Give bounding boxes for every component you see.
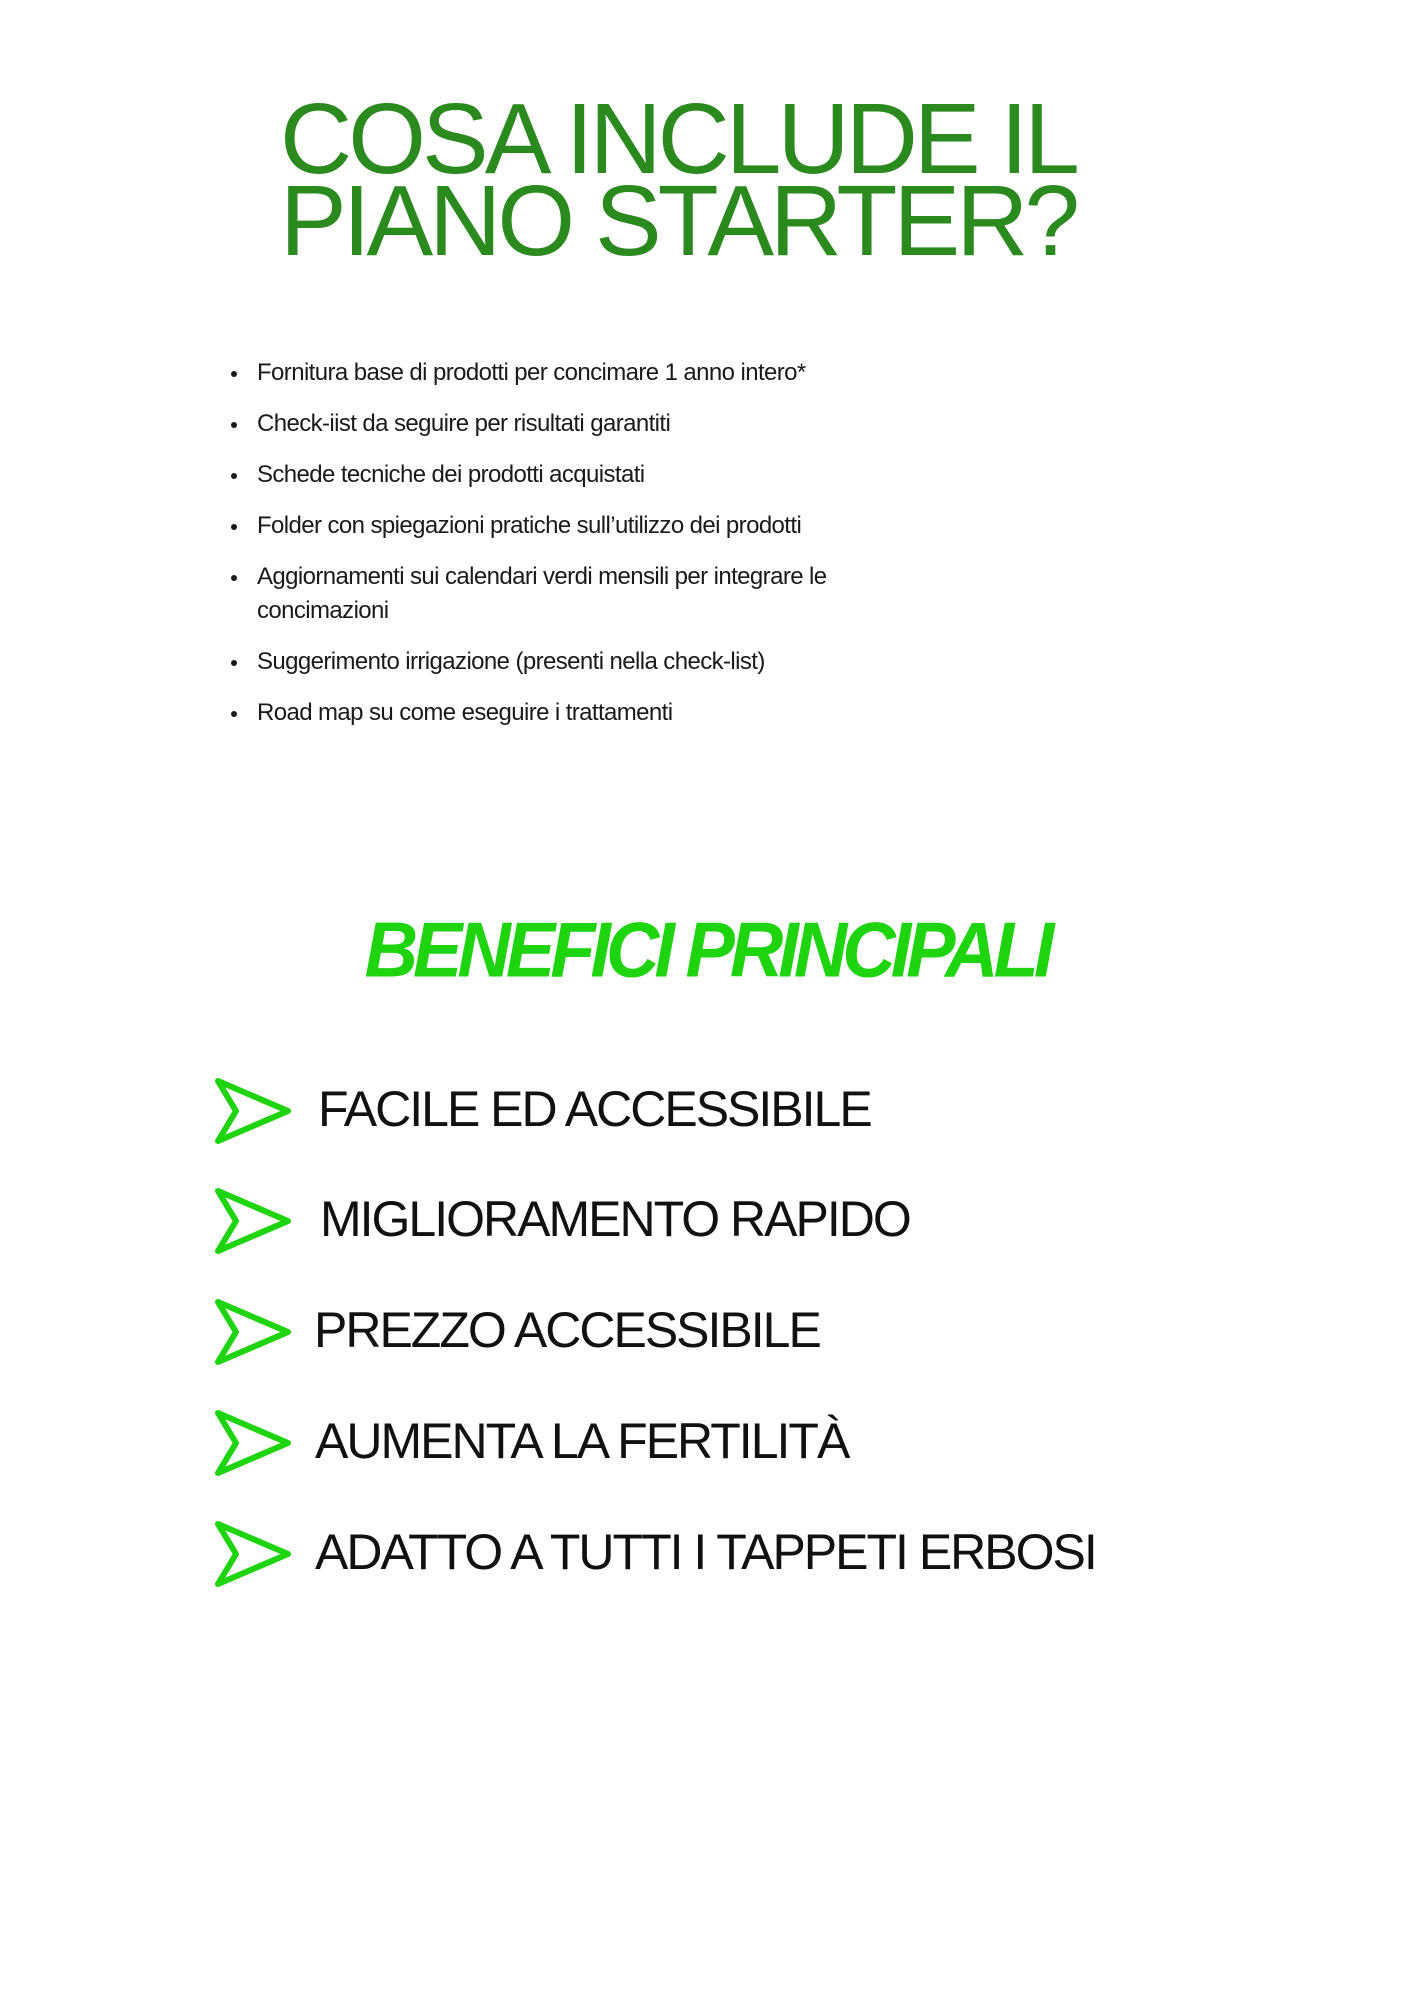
benefit-item	[210, 1296, 1360, 1376]
list-item: Schede tecniche dei prodotti acquistati	[230, 458, 930, 492]
list-item: Folder con spiegazioni pratiche sull’utilizzo dei prodotti	[230, 509, 930, 543]
page-title	[280, 83, 1280, 277]
list-item: Road map su come eseguire i trattamenti	[230, 696, 930, 730]
arrow-chevron-icon	[210, 1185, 294, 1257]
benefit-label: ADATTO A TUTTI I TAPPETI ERBOSI	[315, 1524, 1096, 1580]
benefit-label: MIGLIORAMENTO RAPIDO	[320, 1191, 910, 1247]
arrow-chevron-icon	[210, 1075, 294, 1147]
page-title-line-2: PIANO STARTER?	[280, 165, 1077, 277]
page-title-line-1: COSA INCLUDE IL	[280, 83, 1076, 195]
benefit-item	[210, 1075, 1360, 1155]
includes-list	[230, 356, 930, 747]
benefit-item	[210, 1407, 1360, 1487]
benefit-item	[210, 1185, 1360, 1265]
arrow-chevron-icon	[210, 1407, 294, 1479]
benefits-title: BENEFICI PRINCIPALI	[364, 905, 1050, 994]
benefit-item	[210, 1518, 1360, 1598]
list-item: Fornitura base di prodotti per concimare 1 anno intero*	[230, 356, 930, 390]
benefit-label: AUMENTA LA FERTILITÀ	[315, 1413, 849, 1469]
list-item: Aggiornamenti sui calendari verdi mensili per integrare le concimazioni	[230, 560, 897, 628]
benefit-label: PREZZO ACCESSIBILE	[314, 1302, 820, 1358]
arrow-chevron-icon	[210, 1296, 294, 1368]
list-item: Suggerimento irrigazione (presenti nella check-list)	[230, 645, 930, 679]
arrow-chevron-icon	[210, 1518, 294, 1590]
list-item: Check-iist da seguire per risultati garantiti	[230, 407, 930, 441]
benefit-label: FACILE ED ACCESSIBILE	[318, 1081, 871, 1137]
